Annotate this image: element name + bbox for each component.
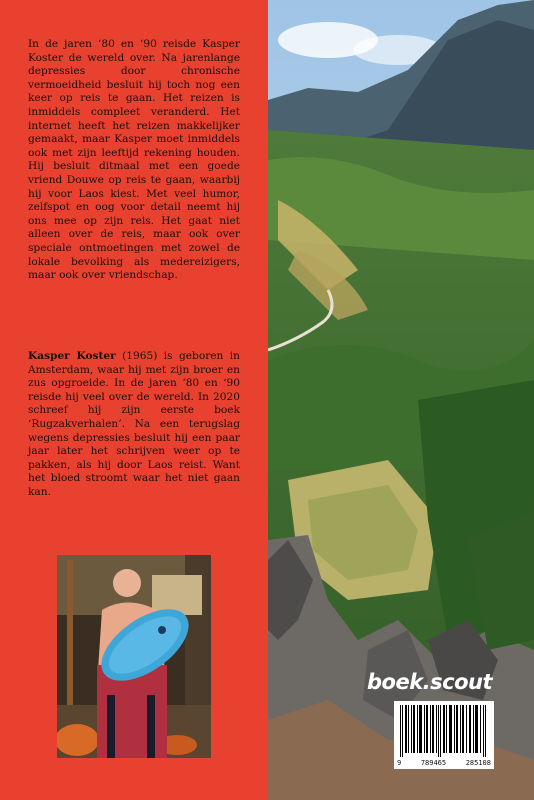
publisher-logo [367,670,492,694]
barcode-bars [394,701,494,757]
author-name: Kasper Koster [28,350,116,362]
logo-part-scout: scout [430,670,493,694]
isbn-barcode [394,701,494,769]
isbn-group-1: 789465 [420,759,447,767]
author-bio [28,350,240,500]
isbn-first-digit: 9 [397,759,402,767]
isbn-digits [394,759,494,767]
book-blurb: In de jaren ‘80 en ‘90 reisde Kasper Koster de wereld over. Na jarenlange depressies door chronische vermoeidheid besluit hij toch nog een keer op reis te gaan. Het reizen is inmiddels compleet veranderd. Het internet heeft het reizen makkelijker gemaakt, maar Kasper moet inmiddels ook met zijn leeftijd rekening houden. Hij besluit ditmaal met een goede vriend Douwe op reis te gaan, waarbij hij voor Laos kiest. Met veel humor, zelfspot en oog voor detail neemt hij ons mee op zijn reis. Het gaat niet alleen over de reis, maar ook over speciale ontmoetingen met zowel de lokale bevolking als medereizigers, maar ook over vriendschap. [28,38,240,282]
logo-part-boek: boek [367,670,423,694]
logo-dot: . [422,670,431,694]
isbn-group-2: 285108 [465,759,491,767]
author-bio-text: (1965) is geboren in Amsterdam, waar hij met zijn broer en zus opgroeide. In de jaren ‘80 en ‘90 reisde hij veel over de wereld. In 2020 schreef hij zijn eerste boek ‘Rugzakverhalen’. Na een terugslag wegens depressies besluit hij een paar jaar later het schrijven weer op te pakken, als hij door Laos reist. Want het bloed stroomt waar het niet gaan kan. [28,350,240,498]
author-photo [57,555,211,758]
